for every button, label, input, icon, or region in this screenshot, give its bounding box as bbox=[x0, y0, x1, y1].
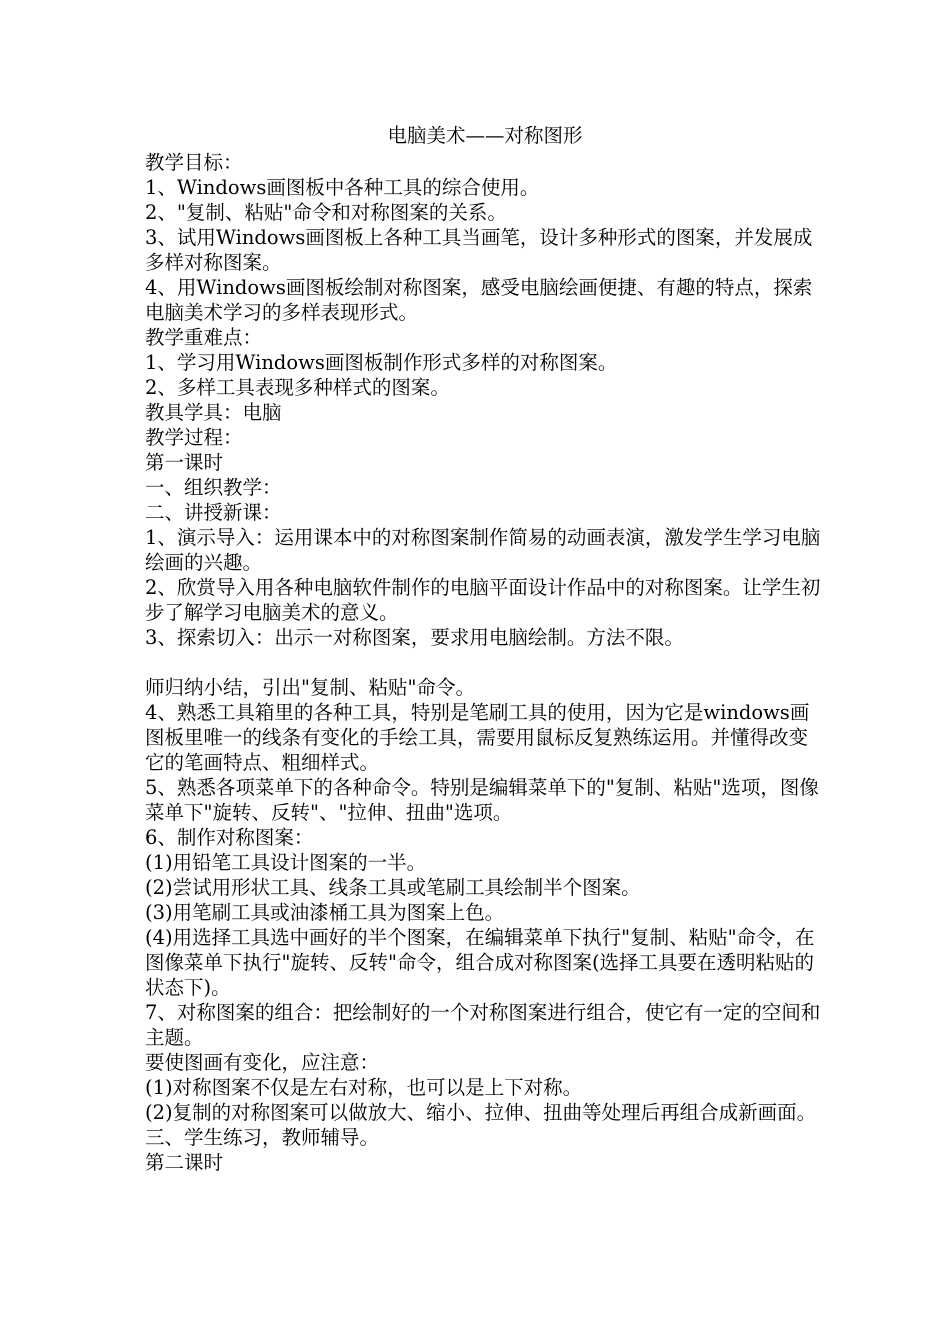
body-paragraph: 3、试用Windows画图板上各种工具当画笔，设计多种形式的图案，并发展成多样对称图案。 bbox=[145, 226, 813, 274]
body-paragraph: 二、讲授新课： bbox=[145, 501, 282, 524]
document-page bbox=[145, 122, 825, 1175]
body-paragraph: 师归纳小结，引出"复制、粘贴"命令。 bbox=[145, 676, 475, 699]
body-paragraph: 4、用Windows画图板绘制对称图案，感受电脑绘画便捷、有趣的特点，探索电脑美术学习的多样表现形式。 bbox=[145, 276, 813, 324]
document-body bbox=[145, 150, 825, 1175]
body-paragraph: 2、多样工具表现多种样式的图案。 bbox=[145, 376, 450, 399]
body-paragraph: 要使图画有变化，应注意： bbox=[145, 1051, 380, 1074]
body-paragraph: 教学目标： bbox=[145, 151, 243, 174]
body-paragraph: (1)用铅笔工具设计图案的一半。 bbox=[145, 851, 427, 874]
body-paragraph: 5、熟悉各项菜单下的各种命令。特别是编辑菜单下的"复制、粘贴"选项，图像菜单下"旋转、反转"、"拉伸、扭曲"选项。 bbox=[145, 776, 819, 824]
body-paragraph: 三、学生练习，教师辅导。 bbox=[145, 1126, 380, 1149]
body-paragraph: 第一课时 bbox=[145, 451, 224, 474]
body-paragraph: 第二课时 bbox=[145, 1151, 224, 1174]
document-title: 电脑美术——对称图形 bbox=[387, 124, 583, 147]
body-paragraph: (2)尝试用形状工具、线条工具或笔刷工具绘制半个图案。 bbox=[145, 876, 641, 899]
body-paragraph: 1、学习用Windows画图板制作形式多样的对称图案。 bbox=[145, 351, 618, 374]
body-paragraph: 1、Windows画图板中各种工具的综合使用。 bbox=[145, 176, 540, 199]
body-paragraph: 教学过程： bbox=[145, 426, 243, 449]
body-paragraph: 教学重难点： bbox=[145, 326, 263, 349]
body-paragraph: 教具学具：电脑 bbox=[145, 401, 282, 424]
body-paragraph: 2、欣赏导入用各种电脑软件制作的电脑平面设计作品中的对称图案。让学生初步了解学习电脑美术的意义。 bbox=[145, 576, 821, 624]
body-paragraph: 6、制作对称图案： bbox=[145, 826, 314, 849]
body-paragraph: 2、"复制、粘贴"命令和对称图案的关系。 bbox=[145, 201, 507, 224]
body-paragraph: 1、演示导入：运用课本中的对称图案制作简易的动画表演，激发学生学习电脑绘画的兴趣。 bbox=[145, 526, 821, 574]
body-paragraph bbox=[145, 650, 825, 675]
body-paragraph: 7、对称图案的组合：把绘制好的一个对称图案进行组合，使它有一定的空间和主题。 bbox=[145, 1001, 821, 1049]
body-paragraph: (4)用选择工具选中画好的半个图案，在编辑菜单下执行"复制、粘贴"命令，在图像菜单下执行"旋转、反转"命令，组合成对称图案(选择工具要在透明粘贴的状态下)。 bbox=[145, 926, 815, 999]
body-paragraph: 一、组织教学： bbox=[145, 476, 282, 499]
body-paragraph: (1)对称图案不仅是左右对称，也可以是上下对称。 bbox=[145, 1076, 583, 1099]
body-paragraph: 3、探索切入：出示一对称图案，要求用电脑绘制。方法不限。 bbox=[145, 626, 684, 649]
body-paragraph: (3)用笔刷工具或油漆桶工具为图案上色。 bbox=[145, 901, 505, 924]
body-paragraph: (2)复制的对称图案可以做放大、缩小、拉伸、扭曲等处理后再组合成新画面。 bbox=[145, 1101, 817, 1124]
body-paragraph: 4、熟悉工具箱里的各种工具，特别是笔刷工具的使用，因为它是windows画图板里唯一的线条有变化的手绘工具，需要用鼠标反复熟练运用。并懂得改变它的笔画特点、粗细样式。 bbox=[145, 701, 810, 774]
